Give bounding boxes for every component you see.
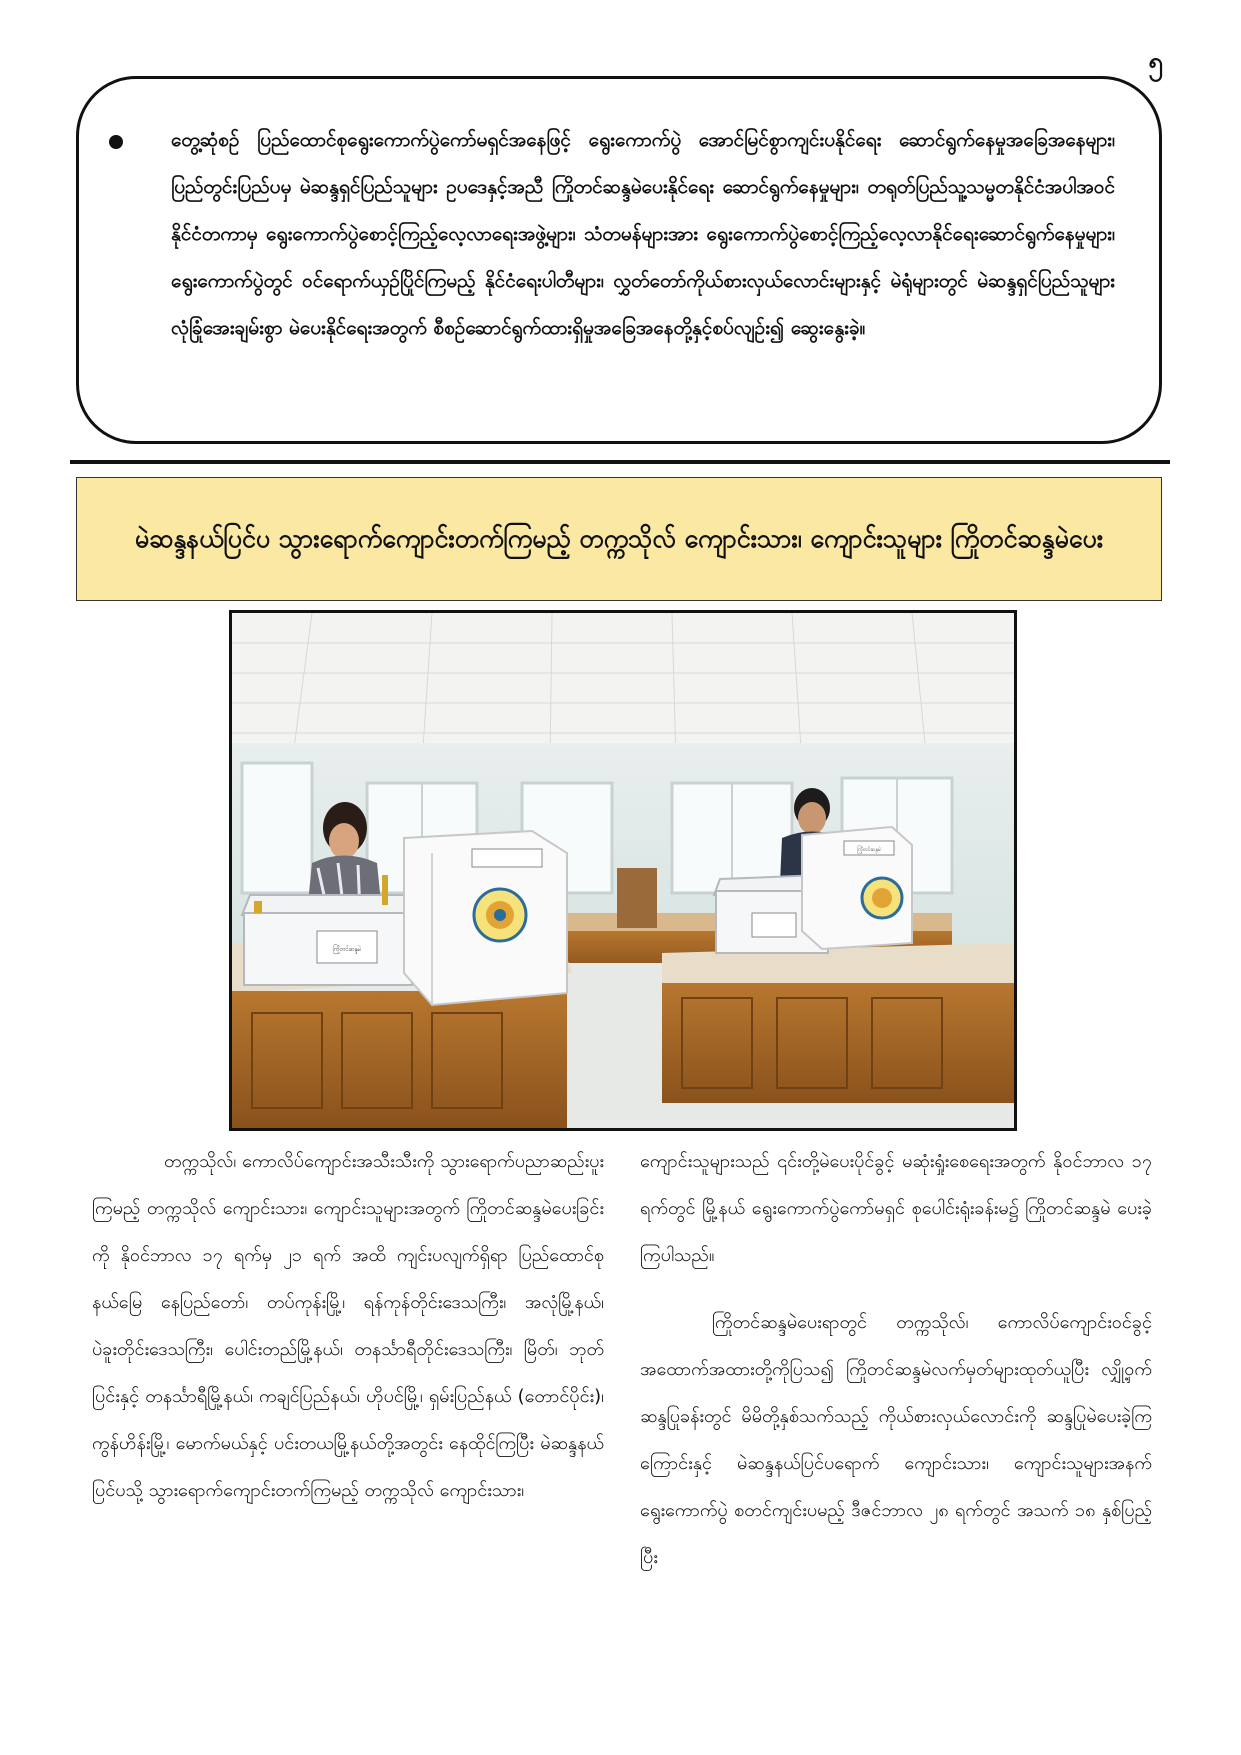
headline-banner — [76, 477, 1162, 601]
box-label-right: ကြိုတင်ဆန္ဒမဲ — [857, 847, 881, 853]
summary-text: တွေ့ဆုံစဉ် ပြည်ထောင်စုရွေးကောက်ပွဲကော်မရှင်အနေဖြင့် ရွေးကောက်ပွဲ အောင်မြင်စွာကျင်းပနိုင်ရေး ဆောင်ရွက်နေမှုအခြေအနေများ၊ ပြည်တွင်းပြည်ပမှ မဲဆန္ဒရှင်ပြည်သူများ ဥပဒေနှင့်အညီ ကြိုတင်ဆန္ဒမဲပေးနိုင်ရေး ဆောင်ရွက်နေမှုများ၊ တရုတ်ပြည်သူ့သမ္မတနိုင်ငံအပါအဝင် နိုင်ငံတကာမှ ရွေးကောက်ပွဲစောင့်ကြည့်လေ့လာရေးအဖွဲ့များ၊ သံတမန်များအား ရွေးကောက်ပွဲစောင့်ကြည့်လေ့လာနိုင်ရေးဆောင်ရွက်နေမှုများ၊ ရွေးကောက်ပွဲတွင် ဝင်ရောက်ယှဉ်ပြိုင်ကြမည့် နိုင်ငံရေးပါတီများ၊ လွှတ်တော်ကိုယ်စားလှယ်လောင်းများနှင့် မဲရုံများတွင် မဲဆန္ဒရှင်ပြည်သူများ လုံခြုံအေးချမ်းစွာ မဲပေးနိုင်ရေးအတွက် စီစဉ်ဆောင်ရွက်ထားရှိမှုအခြေအနေတို့နှင့်စပ်လျဉ်း၍ ဆွေးနွေးခဲ့။ — [171, 129, 1115, 339]
article-column-left — [92, 1138, 604, 1514]
article-paragraph: တက္ကသိုလ်၊ ကောလိပ်ကျောင်းအသီးသီးကို သွားရောက်ပညာဆည်းပူးကြမည့် တက္ကသိုလ် ကျောင်းသား၊ ကျောင်းသူများအတွက် ကြိုတင်ဆန္ဒမဲပေးခြင်းကို နိုဝင်ဘာလ ၁၇ ရက်မှ ၂၁ ရက် အထိ ကျင်းပလျက်ရှိရာ ပြည်ထောင်စုနယ်မြေ နေပြည်တော်၊ တပ်ကုန်းမြို့၊ ရန်ကုန်တိုင်းဒေသကြီး၊ အလုံမြို့နယ်၊ ပဲခူးတိုင်းဒေသကြီး၊ ပေါင်းတည်မြို့နယ်၊ တနင်္သာရီတိုင်းဒေသကြီး၊ မြိတ်၊ ဘုတ်ပြင်းနှင့် တနင်္သာရီမြို့နယ်၊ ကချင်ပြည်နယ်၊ ဟိုပင်မြို့၊ ရှမ်းပြည်နယ် (တောင်ပိုင်း)၊ ကွန်ဟိန်းမြို့၊ မောက်မယ်နှင့် ပင်းတယမြို့နယ်တို့အတွင်း နေထိုင်ကြပြီး မဲဆန္ဒနယ်ပြင်ပသို့ သွားရောက်ကျောင်းတက်ကြမည့် တက္ကသိုလ် ကျောင်းသား၊ — [92, 1151, 604, 1501]
headline: မဲဆန္ဒနယ်ပြင်ပ သွားရောက်ကျောင်းတက်ကြမည့် တက္ကသိုလ် ကျောင်းသား၊ ကျောင်းသူများ ကြိုတင်ဆန္ဒမဲပေး — [134, 524, 1104, 553]
page-number: ၅ — [1148, 47, 1163, 77]
article-paragraph: ကြိုတင်ဆန္ဒမဲပေးရာတွင် တက္ကသိုလ်၊ ကောလိပ်ကျောင်းဝင်ခွင့်အထောက်အထားတို့ကိုပြသ၍ ကြိုတင်ဆန္ဒမဲလက်မှတ်များထုတ်ယူပြီး လျှို့ဝှက်ဆန္ဒပြုခန်းတွင် မိမိတို့နှစ်သက်သည့် ကိုယ်စားလှယ်လောင်းကို ဆန္ဒပြုမဲပေးခဲ့ကြကြောင်းနှင့် မဲဆန္ဒနယ်ပြင်ပရောက် ကျောင်းသား၊ ကျောင်းသူများအနက် ရွေးကောက်ပွဲ စတင်ကျင်းပမည့် ဒီဇင်ဘာလ ၂၈ ရက်တွင် အသက် ၁၈ နှစ်ပြည့်ပြီး — [640, 1312, 1152, 1568]
article-paragraph: ကျောင်းသူများသည် ၎င်းတို့မဲပေးပိုင်ခွင့် မဆုံးရှုံးစေရေးအတွက် နိုဝင်ဘာလ ၁၇ ရက်တွင် မြို့နယ် ရွေးကောက်ပွဲကော်မရှင် စုပေါင်းရုံးခန်းမ၌ ကြိုတင်ဆန္ဒမဲ ပေးခဲ့ကြပါသည်။ — [640, 1151, 1152, 1266]
summary-box — [76, 76, 1162, 444]
box-label-left: ကြိုတင်ဆန္ဒမဲ — [332, 946, 362, 953]
news-photo — [229, 610, 1017, 1131]
section-divider — [70, 460, 1170, 464]
article-column-right — [640, 1138, 1152, 1581]
bullet-icon — [109, 135, 123, 149]
